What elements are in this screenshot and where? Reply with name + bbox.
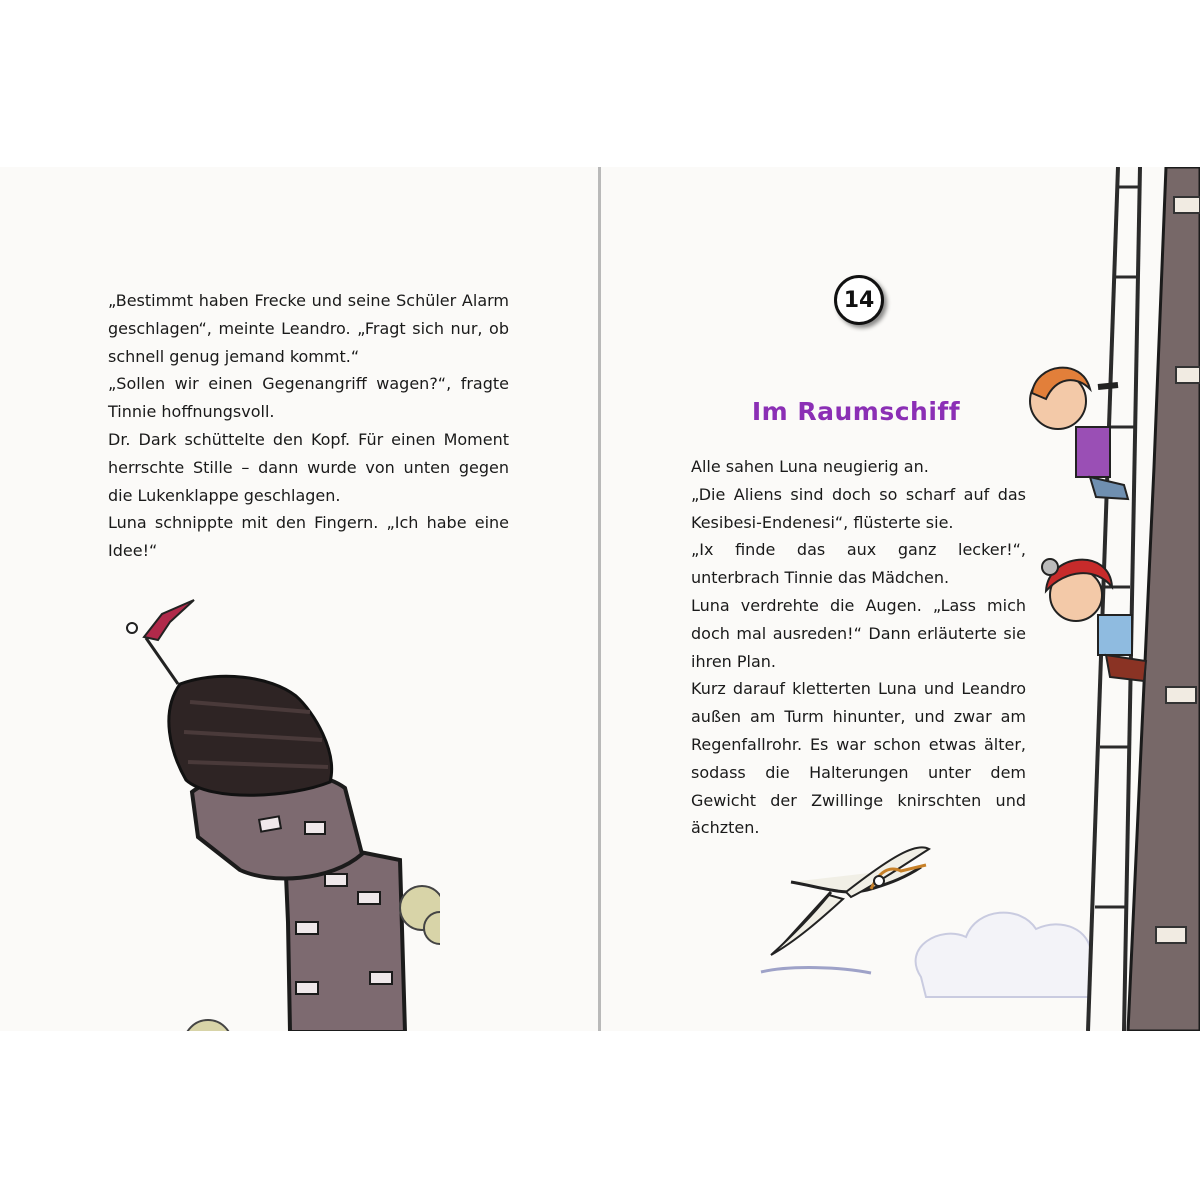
right-page	[601, 167, 1200, 1031]
paragraph: „Bestimmt haben Frecke und seine Schüler Alarm geschlagen“, meinte Leandro. „Fragt sich nur, ob schnell genug jemand kommt.“	[108, 291, 509, 366]
chapter-title: Im Raumschiff	[751, 397, 961, 426]
chapter-number-badge: 14	[834, 275, 884, 325]
flag-icon	[127, 600, 194, 684]
paragraph: „Die Aliens sind doch so scharf auf das Kesibesi-Endenesi“, flüsterte sie.	[691, 484, 1026, 532]
paragraph: Kurz darauf kletterten Luna und Leandro außen am Turm hinunter, und zwar am Regenfallrohr. Es war schon etwas älter, sodass die Halterungen unter dem Gewicht der Zwillinge knirschten und ächzten.	[691, 679, 1026, 838]
stork-icon	[771, 847, 929, 955]
tower-illustration	[100, 592, 440, 1031]
book-spread	[0, 167, 1200, 1031]
paragraph: Dr. Dark schüttelte den Kopf. Für einen Moment herrschte Stille – dann wurde von unten gegen die Lukenklappe geschlagen.	[108, 429, 509, 505]
right-page-text	[691, 453, 1026, 842]
paragraph: Luna verdrehte die Augen. „Lass mich doch mal ausreden!“ Dann erläuterte sie ihren Plan.	[691, 595, 1026, 671]
paragraph: „Ix finde das aux ganz lecker!“, unterbrach Tinnie das Mädchen.	[691, 540, 1026, 588]
smoke-puff-icon	[400, 886, 440, 944]
tower-ladder-illustration	[1006, 167, 1200, 1031]
paragraph: „Sollen wir einen Gegenangriff wagen?“, fragte Tinnie hoffnungsvoll.	[108, 374, 509, 422]
child-climbing-icon	[1030, 368, 1128, 499]
smoke-clouds-illustration	[380, 292, 580, 392]
smoke-puff-icon	[184, 1020, 248, 1031]
child-climbing-icon	[1042, 559, 1146, 681]
paragraph: Luna schnippte mit den Fingern. „Ich habe eine Idee!“	[108, 513, 509, 561]
paragraph: Alle sahen Luna neugierig an.	[691, 457, 929, 476]
left-page	[0, 167, 598, 1031]
